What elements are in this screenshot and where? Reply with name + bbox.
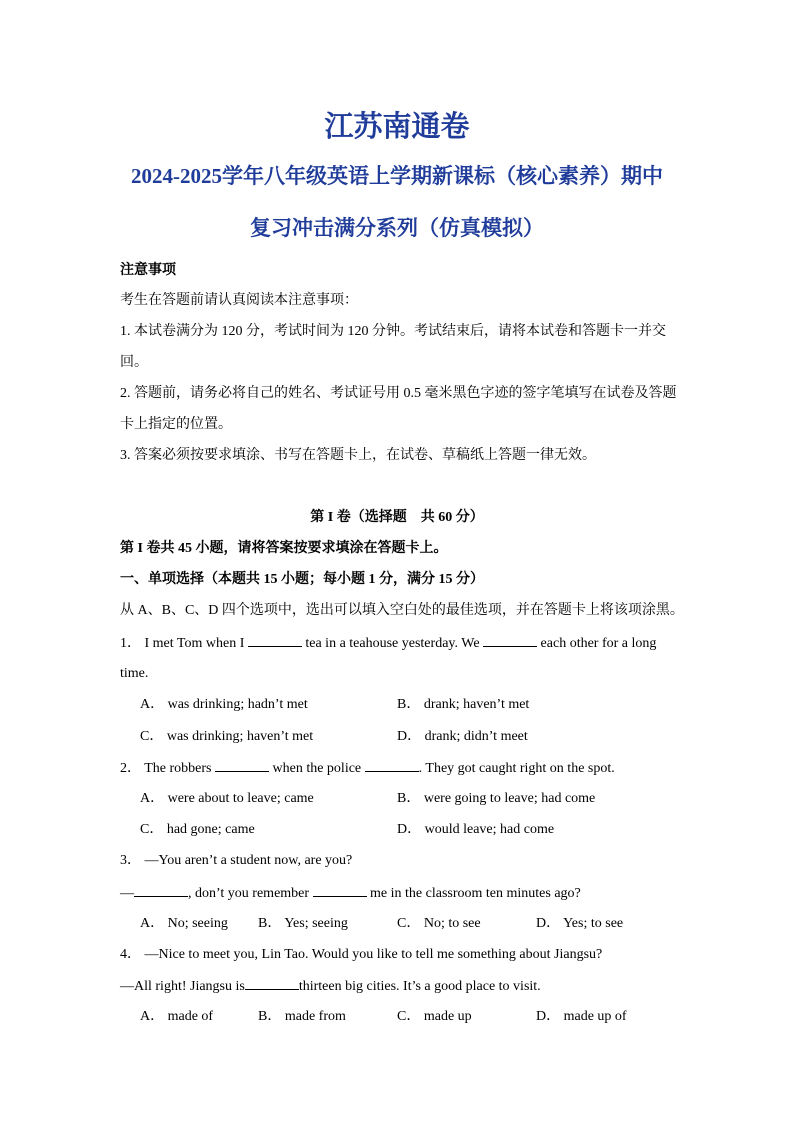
q3-text-mid: , don’t you remember <box>188 886 310 901</box>
notice-item-2-cont: 卡上指定的位置。 <box>120 417 232 432</box>
notice-item-1: 1. 本试卷满分为 120 分，考试时间为 120 分钟。考试结束后，请将本试卷和答题卡一并交 <box>120 324 666 339</box>
question-2 <box>120 759 615 778</box>
section-instruction: 从 A、B、C、D 四个选项中，选出可以填入空白处的最佳选项，并在答题卡上将该项涂黑。 <box>120 603 684 618</box>
q1-continuation: time. <box>120 666 149 681</box>
q1-blank-2 <box>483 634 537 647</box>
notice-item-2: 2. 答题前，请务必将自己的姓名、考试证号用 0.5 毫米黑色字迹的签字笔填写在试卷及答题 <box>120 386 677 401</box>
q3-blank-2 <box>313 884 367 897</box>
q1-blank-1 <box>248 634 302 647</box>
exam-subtitle-line2: 复习冲击满分系列（仿真模拟） <box>250 216 544 240</box>
q2-text-pre: 2． The robbers <box>120 761 212 776</box>
q3-option-b: B． Yes; seeing <box>258 916 348 931</box>
q4-option-b: B． made from <box>258 1009 346 1024</box>
q2-blank-1 <box>215 759 269 772</box>
q4-option-c: C． made up <box>397 1009 472 1024</box>
q2-option-b: B． were going to leave; had come <box>397 791 596 806</box>
notice-intro: 考生在答题前请认真阅读本注意事项： <box>120 293 358 308</box>
q2-option-a: A． were about to leave; came <box>140 791 314 806</box>
question-1 <box>120 634 656 653</box>
q2-option-c: C． had gone; came <box>140 822 255 837</box>
q2-option-d: D． would leave; had come <box>397 822 555 837</box>
part1-description: 第 I 卷共 45 小题，请将答案按要求填涂在答题卡上。 <box>120 541 448 556</box>
q1-text-pre: 1． I met Tom when I <box>120 636 245 651</box>
q2-text-mid: when the police <box>272 761 362 776</box>
q2-blank-2 <box>365 759 419 772</box>
q1-option-a: A． was drinking; hadn’t met <box>140 697 308 712</box>
q3-text-pre: — <box>120 886 134 901</box>
exam-title: 江苏南通卷 <box>324 111 470 143</box>
q3-reply-line <box>120 884 581 903</box>
q4-text-pre: —All right! Jiangsu is <box>120 979 245 994</box>
q4-option-d: D． made up of <box>536 1009 627 1024</box>
q4-blank-1 <box>245 977 299 990</box>
exam-subtitle-line1: 2024-2025学年八年级英语上学期新课标（核心素养）期中 <box>131 164 663 188</box>
q3-blank-1 <box>134 884 188 897</box>
q1-option-d: D． drank; didn’t meet <box>397 729 528 744</box>
notice-heading: 注意事项 <box>120 263 176 278</box>
notice-item-1-cont: 回。 <box>120 355 148 370</box>
q4-reply-line <box>120 977 541 996</box>
q4-option-a: A． made of <box>140 1009 214 1024</box>
question-4: 4． —Nice to meet you, Lin Tao. Would you like to tell me something about Jiangsu? <box>120 947 603 962</box>
q3-option-a: A． No; seeing <box>140 916 228 931</box>
section-title: 一、单项选择（本题共 15 小题；每小题 1 分，满分 15 分） <box>120 572 484 587</box>
q3-option-d: D． Yes; to see <box>536 916 624 931</box>
notice-item-3: 3. 答案必须按要求填涂、书写在答题卡上，在试卷、草稿纸上答题一律无效。 <box>120 448 596 463</box>
q3-option-c: C． No; to see <box>397 916 481 931</box>
q4-text-post: thirteen big cities. It’s a good place to visit. <box>298 979 541 994</box>
q2-text-post: . They got caught right on the spot. <box>418 761 615 776</box>
q1-text-mid: tea in a teahouse yesterday. We <box>305 636 480 651</box>
question-3: 3． —You aren’t a student now, are you? <box>120 853 353 868</box>
part1-heading: 第 I 卷（选择题 共 60 分） <box>310 510 484 525</box>
q3-text-post: me in the classroom ten minutes ago? <box>370 886 581 901</box>
q1-option-c: C． was drinking; haven’t met <box>140 729 314 744</box>
q1-option-b: B． drank; haven’t met <box>397 697 530 712</box>
q1-text-post: each other for a long <box>540 636 657 651</box>
